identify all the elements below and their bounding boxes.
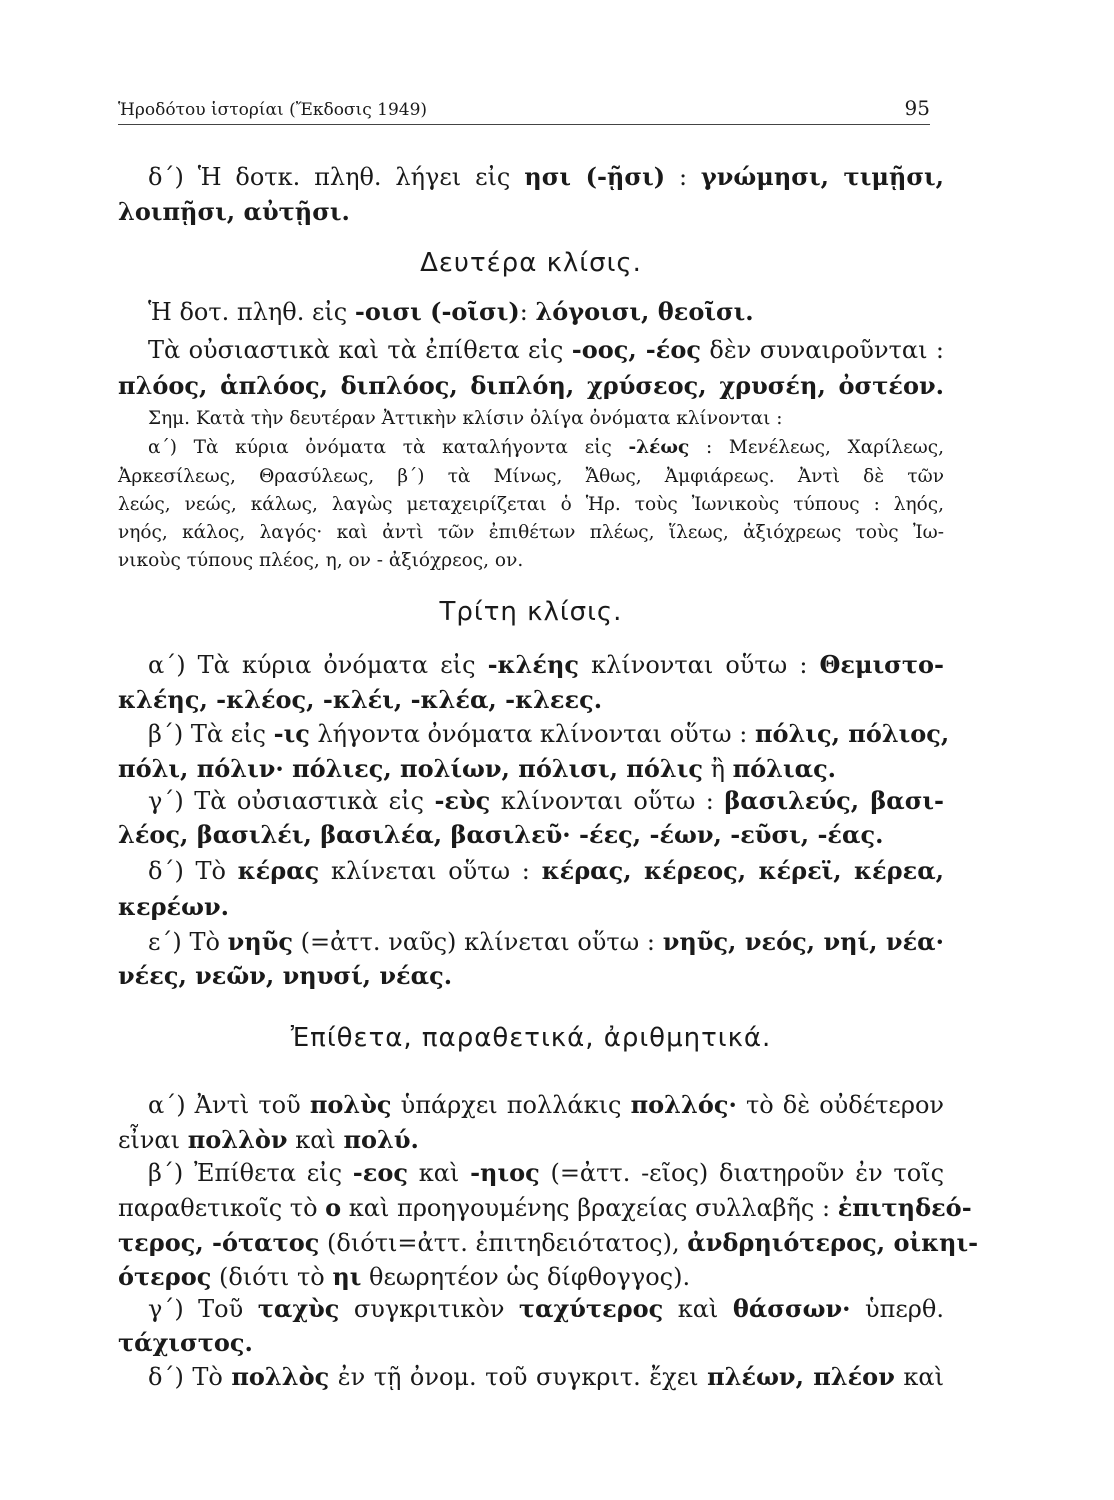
text-span: καὶ [287,1126,344,1154]
text-span: β΄) Τὰ εἰς [148,720,274,748]
bold-term: κέρας [237,856,320,885]
text-span: : [519,298,536,326]
bold-term: -λέως [628,437,690,458]
text-span: λήγοντα ὀνόματα κλίνονται οὕτω : [309,720,755,748]
bold-term: πλέων, πλέον [707,1362,895,1391]
text-span: ἐν τῇ ὀνομ. τοῦ συγκριτ. ἔχει [329,1363,708,1391]
text-span: Τρίτη κλίσις. [439,597,623,627]
text-line [118,197,944,227]
bold-term: ταχύτερος [518,1294,664,1323]
text-line [118,786,944,816]
bold-term: πλόος, ἁπλόος, διπλόος, διπλόη, χρύσεος, χρυσέη, ὀστέον. [118,371,944,400]
text-span: Ἐπίθετα, παραθετικά, ἀριθμητικά. [290,1023,772,1053]
text-line [118,685,944,715]
text-line [118,892,944,922]
bold-term: κερέων. [118,892,229,921]
text-span: κλίνεται οὕτω : [319,857,542,885]
note-line [118,465,944,489]
text-span: καὶ [894,1363,944,1391]
text-span: : Μενέλεως, Χαρίλεως, [689,437,944,458]
text-span: ὑπάρχει πολλάκις [391,1091,631,1119]
text-span: κλίνονται οὕτω : [490,787,725,815]
bold-term: ο [325,1193,342,1222]
text-line [118,856,944,886]
bold-term: λόγοισι, θεοῖσι. [535,297,754,326]
note-line [118,521,944,545]
text-line [118,961,944,991]
text-span: θεωρητέον ὡς δίφθογγος). [361,1263,691,1291]
text-span: δ΄) Τὸ [148,857,238,885]
bold-term: -εὺς [434,786,491,815]
bold-term: πολλὸς [231,1362,330,1391]
bold-term: πολλός· [630,1090,737,1119]
text-span: ε΄) Τὸ [148,928,228,956]
text-span: Τὰ οὐσιαστικὰ καὶ τὰ ἐπίθετα εἰς [148,336,572,364]
bold-term: -εος [352,1158,408,1187]
text-span: Δευτέρα κλίσις. [420,248,642,278]
text-line [118,297,944,327]
text-span: γ΄) Τὰ οὐσιαστικὰ εἰς [148,787,435,815]
bold-term: νηῦς [227,927,293,956]
text-span: νικοὺς τύπους πλέος, η, ον - ἀξιόχρεος, ον. [118,550,524,571]
text-span: (=ἀττ. -εῖος) διατηροῦν ἐν τοῖς [539,1159,945,1187]
bold-term: -κλέης [487,650,580,679]
text-span: α΄) Τὰ κύρια ὀνόματα εἰς [148,651,488,679]
page-number: 95 [904,96,930,120]
text-span: β΄) Ἐπίθετα εἰς [148,1159,353,1187]
text-span: ἢ [702,755,733,783]
text-line [118,1294,944,1324]
header-rule [118,124,930,125]
bold-term: πόλι, πόλιν· πόλιες, πολίων, πόλισι, πόλις [118,754,703,783]
bold-term: ηι [332,1262,362,1291]
text-span: Ἀρκεσίλεως, Θρασύλεως, β΄) τὰ Μίνως, Ἄθως, Ἀμφιάρεως. Ἀντὶ δὲ τῶν [118,466,944,487]
text-span: δὲν συναιροῦνται : [700,336,944,364]
text-span: κλίνονται οὕτω : [579,651,820,679]
text-span: (=ἀττ. ναῦς) κλίνεται οὕτω : [293,928,663,956]
text-line [118,1090,944,1120]
bold-term: ησι (-ῇσι) [524,162,666,191]
text-span: : [665,163,701,191]
bold-term: τάχιστος. [118,1328,253,1357]
text-span: καὶ [663,1295,733,1323]
bold-term: θάσσων· [732,1294,851,1323]
bold-term: λέος, βασιλέι, βασιλέα, βασιλεῦ· -έες, -έων, -εῦσι, -έας. [118,820,884,849]
text-line [118,162,944,192]
bold-term: -οισι (-οῖσι) [354,297,520,326]
bold-term: γνώμησι, τιμῇσι, [700,162,945,191]
bold-term: ἀνδρηιότερος, οἰκηι- [687,1228,979,1257]
note-line [118,549,944,573]
bold-term: Θεμιστο- [819,650,944,679]
bold-term: τερος, -ότατος [118,1228,320,1257]
text-span: α΄) Τὰ κύρια ὀνόματα τὰ καταλήγοντα εἰς [148,437,629,458]
bold-term: πόλιας. [732,754,837,783]
text-span: (διότι=ἀττ. ἐπιτηδειότατος), [319,1229,688,1257]
section-heading [118,1023,944,1053]
running-header [118,96,930,120]
note-line [118,493,944,517]
text-span: λεώς, νεώς, κάλως, λαγὼς μεταχειρίζεται ὁ Ἡρ. τοὺς Ἰωνικοὺς τύπους : ληός, [118,494,944,515]
note-line [118,436,944,460]
header-title: Ἡροδότου ἱστορίαι (Ἔκδοσις 1949) [118,100,428,120]
text-span: Ἡ δοτ. πληθ. εἰς [148,298,355,326]
bold-term: νηῦς, νεός, νηί, νέα· [662,927,944,956]
bold-term: λοιπῇσι, αὐτῇσι. [118,197,350,226]
bold-term: νέες, νεῶν, νηυσί, νέας. [118,961,453,990]
bold-term: -οος, -έος [571,335,701,364]
bold-term: -ις [273,719,310,748]
text-line [118,1125,944,1155]
bold-term: βασιλεύς, βασι- [724,786,944,815]
text-span: καὶ [407,1159,471,1187]
text-line [118,719,950,749]
text-line [118,1362,944,1392]
text-line [118,1328,944,1358]
text-line [118,335,944,365]
text-span: νηός, κάλος, λαγός· καὶ ἀντὶ τῶν ἐπιθέτων πλέως, ἵλεως, ἀξιόχρεως τοὺς Ἰω- [118,522,944,543]
section-heading [118,248,944,278]
text-span: α΄) Ἀντὶ τοῦ [148,1091,310,1119]
text-span: γ΄) Τοῦ [148,1295,258,1323]
bold-term: πολλὸν [187,1125,288,1154]
bold-term: ταχὺς [257,1294,340,1323]
text-span: τὸ δὲ οὐδέτερον [736,1091,944,1119]
text-span: εἶναι [118,1126,188,1154]
bold-term: πολύ. [343,1125,419,1154]
text-line [118,1228,979,1258]
bold-term: -ηιος [470,1158,540,1187]
bold-term: πολὺς [309,1090,392,1119]
text-line [118,1262,944,1292]
bold-term: ότερος [118,1262,212,1291]
text-line [118,927,944,957]
text-line [118,1158,944,1188]
bold-term: κλέης, -κλέος, -κλέι, -κλέα, -κλεες. [118,685,603,714]
bold-term: πόλις, πόλιος, [754,719,950,748]
text-line [118,820,944,850]
text-span: παραθετικοῖς τὸ [118,1194,326,1222]
text-span: καὶ προηγουμένης βραχείας συλλαβῆς : [341,1194,838,1222]
text-span: δ΄) Ἡ δοτκ. πληθ. λήγει εἰς [148,163,525,191]
text-span: δ΄) Τὸ [148,1363,232,1391]
bold-term: κέρας, κέρεος, κέρεϊ, κέρεα, [541,856,945,885]
note-line [118,407,944,431]
text-line [118,650,944,680]
text-span: συγκριτικὸν [339,1295,519,1323]
text-line [118,754,944,784]
text-span: (διότι τὸ [211,1263,333,1291]
text-span: ὑπερθ. [850,1295,944,1323]
bold-term: ἐπιτηδεό- [837,1193,972,1222]
section-heading [118,597,944,627]
text-span: Σημ. Κατὰ τὴν δευτέραν Ἀττικὴν κλίσιν ὀλίγα ὀνόματα κλίνονται : [148,408,783,429]
text-line [118,371,944,401]
text-line [118,1193,972,1223]
